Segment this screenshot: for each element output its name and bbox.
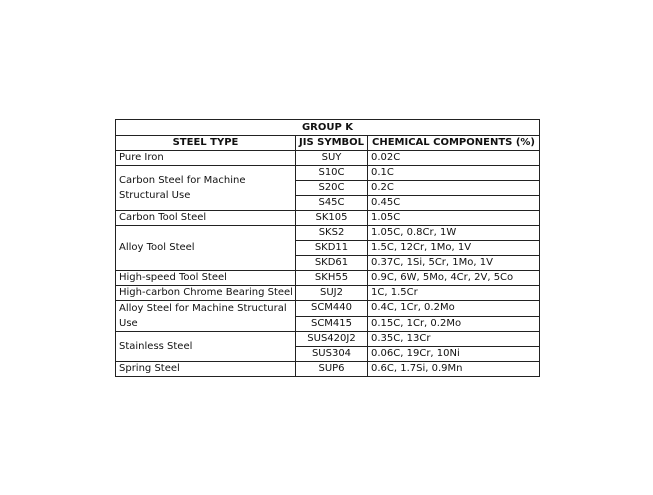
components-cell: 0.1C <box>368 166 540 181</box>
components-cell: 0.4C, 1Cr, 0.2Mo <box>368 301 540 317</box>
components-cell: 1C, 1.5Cr <box>368 286 540 301</box>
components-cell: 1.5C, 12Cr, 1Mo, 1V <box>368 241 540 256</box>
jis-symbol-cell: SKD61 <box>296 256 368 271</box>
table-row <box>116 226 540 241</box>
table-row <box>116 271 540 286</box>
jis-symbol-cell: SUY <box>296 151 368 166</box>
steel-type-cell: Carbon Tool Steel <box>116 211 296 226</box>
components-cell: 0.15C, 1Cr, 0.2Mo <box>368 316 540 332</box>
group-title-row <box>116 120 540 136</box>
table-row <box>116 211 540 226</box>
jis-symbol-header: JIS SYMBOL <box>296 136 368 151</box>
table-row <box>116 301 540 317</box>
steel-type-header: STEEL TYPE <box>116 136 296 151</box>
steel-type-cell: Alloy Tool Steel <box>116 226 296 271</box>
table-row <box>116 286 540 301</box>
steel-type-cell: Spring Steel <box>116 362 296 377</box>
steel-composition-table <box>115 119 540 377</box>
table-row <box>116 151 540 166</box>
table-row <box>116 166 540 181</box>
steel-type-cell: Carbon Steel for Machine Structural Use <box>116 166 296 211</box>
steel-type-cell: Stainless Steel <box>116 332 296 362</box>
steel-type-cell: Alloy Steel for Machine Structural Use <box>116 301 296 332</box>
jis-symbol-cell: SK105 <box>296 211 368 226</box>
jis-symbol-cell: SKH55 <box>296 271 368 286</box>
jis-symbol-cell: S45C <box>296 196 368 211</box>
jis-symbol-cell: SKD11 <box>296 241 368 256</box>
group-title: GROUP K <box>116 120 540 136</box>
jis-symbol-cell: SUS420J2 <box>296 332 368 347</box>
components-cell: 0.9C, 6W, 5Mo, 4Cr, 2V, 5Co <box>368 271 540 286</box>
components-cell: 0.45C <box>368 196 540 211</box>
jis-symbol-cell: S20C <box>296 181 368 196</box>
jis-symbol-cell: SUJ2 <box>296 286 368 301</box>
header-row <box>116 136 540 151</box>
steel-type-cell: High-speed Tool Steel <box>116 271 296 286</box>
jis-symbol-cell: SUP6 <box>296 362 368 377</box>
jis-symbol-cell: SCM440 <box>296 301 368 317</box>
jis-symbol-cell: SKS2 <box>296 226 368 241</box>
components-cell: 1.05C <box>368 211 540 226</box>
components-cell: 0.37C, 1Si, 5Cr, 1Mo, 1V <box>368 256 540 271</box>
components-cell: 1.05C, 0.8Cr, 1W <box>368 226 540 241</box>
steel-type-cell: High-carbon Chrome Bearing Steel <box>116 286 296 301</box>
components-cell: 0.35C, 13Cr <box>368 332 540 347</box>
components-cell: 0.06C, 19Cr, 10Ni <box>368 347 540 362</box>
components-cell: 0.2C <box>368 181 540 196</box>
jis-symbol-cell: SCM415 <box>296 316 368 332</box>
table-row <box>116 332 540 347</box>
chemical-components-header: CHEMICAL COMPONENTS (%) <box>368 136 540 151</box>
table-row <box>116 362 540 377</box>
components-cell: 0.6C, 1.7Si, 0.9Mn <box>368 362 540 377</box>
jis-symbol-cell: S10C <box>296 166 368 181</box>
components-cell: 0.02C <box>368 151 540 166</box>
steel-table-container <box>115 119 539 377</box>
steel-type-cell: Pure Iron <box>116 151 296 166</box>
jis-symbol-cell: SUS304 <box>296 347 368 362</box>
